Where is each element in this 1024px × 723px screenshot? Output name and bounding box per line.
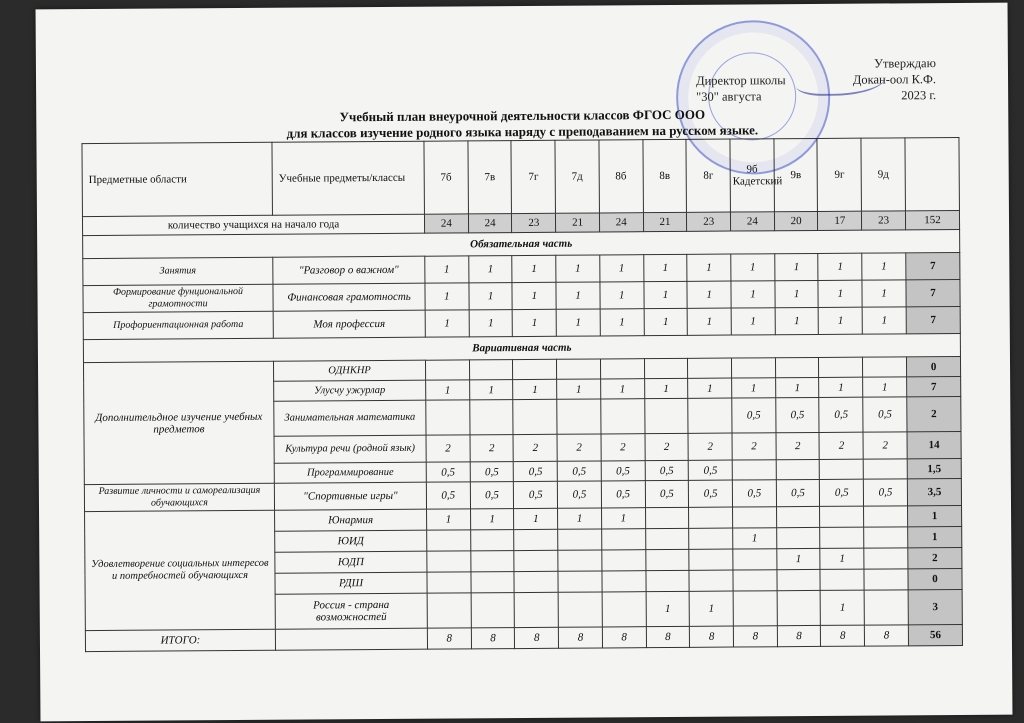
value-cell [427, 593, 471, 628]
value-cell: 0,5 [514, 461, 558, 481]
value-cell [644, 398, 688, 433]
value-cell: 0,5 [732, 398, 776, 433]
subject-cell: Финансовая грамотность [273, 283, 425, 311]
value-cell [471, 572, 515, 593]
value-cell: 1 [862, 307, 906, 334]
document-page [36, 3, 1013, 722]
value-cell: 1 [469, 380, 513, 400]
value-cell: 1 [687, 254, 731, 281]
value-cell: 1 [426, 380, 470, 400]
subject-cell: "Разговор о важном" [273, 256, 425, 284]
value-cell: 1 [775, 307, 819, 334]
value-cell [776, 527, 820, 548]
subject-cell: Улусчу ужурлар [274, 380, 426, 401]
value-cell [558, 592, 602, 627]
title-line-2: для классов изучение родного языка наряду с преподаванием на русском языке. [286, 122, 759, 141]
value-cell [863, 357, 907, 377]
value-cell: 0,5 [776, 479, 820, 506]
value-cell [688, 398, 732, 433]
row-total: 7 [907, 376, 961, 396]
value-cell: 1 [643, 254, 687, 281]
count-cell: 21 [643, 212, 687, 231]
value-cell [733, 591, 777, 626]
value-cell [558, 571, 602, 592]
value-cell: 1 [688, 378, 732, 398]
value-cell [471, 551, 515, 572]
value-cell: 8 [515, 627, 559, 648]
count-label: количество учащихся на начало года [82, 214, 424, 235]
value-cell: 2 [601, 434, 645, 461]
approval-block [696, 55, 936, 105]
value-cell [776, 459, 820, 479]
value-cell: 8 [777, 625, 821, 646]
value-cell: 1 [818, 253, 862, 280]
row-total: 3,5 [907, 478, 961, 505]
subject-cell: Программирование [274, 462, 426, 483]
subject-cell: ЮИД [275, 530, 427, 552]
value-cell: 1 [819, 307, 863, 334]
value-cell [864, 590, 908, 625]
itogo-label: ИТОГО: [85, 629, 275, 651]
value-cell: 1 [775, 280, 819, 307]
value-cell: 2 [863, 432, 907, 459]
value-cell [732, 358, 776, 378]
value-cell [515, 592, 559, 627]
value-cell [689, 507, 733, 528]
value-cell [689, 549, 733, 570]
value-cell: 0,5 [470, 482, 514, 509]
area-cell: Дополнительдное изучение учебных предметов [83, 361, 274, 484]
header-class: 8б [599, 140, 643, 213]
value-cell [602, 529, 646, 550]
value-cell: 1 [600, 309, 644, 336]
value-cell: 1 [775, 377, 819, 397]
value-cell: 1 [777, 548, 821, 569]
value-cell [688, 358, 732, 378]
approval-position: Директор школы [695, 73, 786, 88]
value-cell: 1 [513, 309, 557, 336]
value-cell [601, 399, 645, 434]
count-cell: 20 [774, 211, 818, 230]
value-cell: 0,5 [689, 460, 733, 480]
value-cell: 1 [644, 308, 688, 335]
value-cell: 8 [690, 626, 734, 647]
row-total: 0 [908, 568, 962, 589]
approval-year: 2023 г. [901, 88, 937, 103]
value-cell: 1 [468, 256, 512, 283]
value-cell [733, 570, 777, 591]
value-cell [470, 530, 514, 551]
value-cell: 1 [469, 310, 513, 337]
value-cell [777, 569, 821, 590]
value-cell: 1 [512, 255, 556, 282]
header-class: 7б [424, 141, 468, 214]
header-class: 7г [511, 140, 555, 213]
row-total: 1 [908, 526, 962, 547]
value-cell [777, 590, 821, 625]
value-cell: 2 [426, 435, 470, 462]
value-cell [732, 460, 776, 480]
value-cell: 1 [469, 283, 513, 310]
value-cell [689, 570, 733, 591]
header-class: 7в [468, 141, 512, 214]
value-cell: 0,5 [514, 481, 558, 508]
value-cell [819, 357, 863, 377]
value-cell: 1 [644, 378, 688, 398]
value-cell: 1 [425, 310, 469, 337]
value-cell: 2 [688, 433, 732, 460]
value-cell: 1 [556, 282, 600, 309]
value-cell: 1 [775, 253, 819, 280]
value-cell: 0,5 [426, 482, 470, 509]
value-cell: 0,5 [819, 397, 863, 432]
value-cell: 0,5 [601, 461, 645, 481]
value-cell: 1 [687, 281, 731, 308]
subject-cell: Моя профессия [273, 310, 425, 338]
area-cell: Развитие личности и самореализация обучающихся [84, 483, 274, 511]
value-cell: 1 [601, 508, 645, 529]
value-cell: 1 [733, 528, 777, 549]
value-cell: 1 [470, 509, 514, 530]
subject-cell: ОДНКНР [273, 360, 425, 381]
value-cell [427, 572, 471, 593]
value-cell [645, 549, 689, 570]
count-total: 152 [905, 210, 959, 229]
value-cell [689, 528, 733, 549]
count-cell: 24 [730, 212, 774, 231]
value-cell [427, 530, 471, 551]
itogo-empty [275, 628, 427, 650]
count-cell: 23 [512, 213, 556, 232]
value-cell [514, 529, 558, 550]
approval-date: "30" августа [696, 89, 762, 104]
header-class: 9г [817, 138, 861, 211]
row-total: 1,5 [907, 458, 961, 478]
value-cell [733, 507, 777, 528]
subject-cell: Россия - страна возможностей [275, 593, 427, 629]
row-total: 7 [906, 306, 960, 333]
value-cell: 8 [646, 626, 690, 647]
value-cell: 8 [865, 625, 909, 646]
value-cell [646, 570, 690, 591]
value-cell: 1 [862, 280, 906, 307]
value-cell: 2 [513, 434, 557, 461]
value-cell: 1 [512, 282, 556, 309]
value-cell [644, 358, 688, 378]
value-cell: 1 [646, 591, 690, 626]
value-cell: 1 [731, 254, 775, 281]
approval-heading: Утверждаю [874, 56, 936, 71]
header-area: Предметные области [82, 142, 273, 216]
value-cell [602, 571, 646, 592]
value-cell [645, 507, 689, 528]
value-cell [513, 359, 557, 379]
value-cell: 1 [557, 379, 601, 399]
value-cell: 8 [733, 626, 777, 647]
header-class: 7д [555, 140, 599, 213]
value-cell [426, 400, 470, 435]
header-class: 9в [774, 138, 818, 211]
value-cell: 2 [819, 432, 863, 459]
count-cell: 24 [424, 214, 468, 233]
value-cell [600, 359, 644, 379]
header-subject: Учебные предметы/классы [272, 141, 425, 215]
count-cell: 17 [818, 211, 862, 230]
value-cell: 8 [602, 627, 646, 648]
value-cell: 1 [863, 377, 907, 397]
value-cell: 1 [689, 591, 733, 626]
value-cell [776, 506, 820, 527]
row-total: 7 [906, 252, 960, 279]
value-cell: 0,5 [601, 481, 645, 508]
value-cell: 1 [513, 379, 557, 399]
value-cell: 2 [732, 433, 776, 460]
value-cell [733, 549, 777, 570]
value-cell [863, 459, 907, 479]
value-cell [820, 569, 864, 590]
title-line-1: Учебный план внеурочной деятельности классов ФГОС ООО [339, 106, 706, 125]
count-cell: 23 [687, 212, 731, 231]
subject-cell: РДШ [275, 572, 427, 594]
subject-cell: Культура речи (родной язык) [274, 435, 426, 463]
value-cell: 1 [425, 283, 469, 310]
value-cell: 1 [820, 548, 864, 569]
header-class: 9д [861, 138, 905, 211]
value-cell: 1 [644, 281, 688, 308]
value-cell [513, 399, 557, 434]
header-class: 9б Кадетский [730, 139, 774, 212]
value-cell [775, 357, 819, 377]
value-cell [427, 551, 471, 572]
value-cell: 8 [559, 627, 603, 648]
value-cell [557, 399, 601, 434]
area-cell: Формирование фунциональной грамотности [83, 284, 273, 312]
value-cell [864, 548, 908, 569]
value-cell: 0,5 [776, 397, 820, 432]
value-cell: 2 [776, 432, 820, 459]
value-cell: 1 [818, 280, 862, 307]
value-cell: 0,5 [689, 480, 733, 507]
value-cell: 1 [862, 253, 906, 280]
value-cell: 1 [600, 282, 644, 309]
value-cell [558, 529, 602, 550]
section-variable-title: Вариативная часть [83, 333, 960, 362]
value-cell [471, 593, 515, 628]
value-cell [820, 506, 864, 527]
value-cell: 0,5 [426, 462, 470, 482]
subject-cell: Юнармия [275, 509, 427, 531]
header-total [905, 137, 960, 210]
value-cell: 1 [556, 255, 600, 282]
subject-cell: "Спортивные игры" [274, 482, 426, 510]
row-total: 0 [906, 356, 960, 376]
value-cell: 1 [425, 256, 469, 283]
approval-name: Докан-оол К.Ф. [852, 72, 937, 87]
area-cell: Удовлетворение социальных интересов и потребностей обучающихся [85, 510, 276, 630]
value-cell: 0,5 [863, 397, 907, 432]
header-class: 8в [643, 139, 687, 212]
value-cell: 1 [819, 377, 863, 397]
section-required-title: Обязательная часть [83, 229, 960, 258]
curriculum-table [81, 137, 963, 652]
subject-cell: Занимательная математика [274, 400, 426, 436]
value-cell [514, 571, 558, 592]
value-cell: 1 [558, 508, 602, 529]
row-total: 3 [908, 589, 962, 624]
value-cell: 1 [556, 309, 600, 336]
count-cell: 24 [468, 214, 512, 233]
value-cell: 1 [821, 590, 865, 625]
value-cell: 2 [645, 433, 689, 460]
row-total: 7 [906, 279, 960, 306]
value-cell: 0,5 [645, 480, 689, 507]
value-cell [602, 550, 646, 571]
value-cell [557, 359, 601, 379]
value-cell: 0,5 [820, 479, 864, 506]
value-cell [864, 506, 908, 527]
value-cell [558, 550, 602, 571]
value-cell [820, 459, 864, 479]
row-total: 2 [907, 396, 961, 431]
value-cell [864, 569, 908, 590]
value-cell: 1 [600, 379, 644, 399]
row-total: 2 [908, 547, 962, 568]
value-cell: 1 [427, 509, 471, 530]
header-row [82, 137, 959, 216]
row-total: 56 [908, 624, 962, 645]
value-cell: 1 [731, 308, 775, 335]
count-cell: 24 [599, 213, 643, 232]
value-cell: 8 [427, 628, 471, 649]
value-cell: 0,5 [732, 480, 776, 507]
area-cell: Профориентационная работа [83, 311, 273, 339]
value-cell [514, 550, 558, 571]
value-cell: 0,5 [557, 481, 601, 508]
value-cell: 0,5 [645, 460, 689, 480]
value-cell [469, 400, 513, 435]
value-cell [820, 527, 864, 548]
value-cell [645, 528, 689, 549]
value-cell: 1 [731, 281, 775, 308]
value-cell: 8 [471, 628, 515, 649]
value-cell: 0,5 [864, 479, 908, 506]
value-cell [425, 360, 469, 380]
count-cell: 23 [862, 211, 906, 230]
value-cell: 2 [470, 435, 514, 462]
value-cell: 2 [557, 434, 601, 461]
value-cell [602, 592, 646, 627]
value-cell: 0,5 [557, 461, 601, 481]
value-cell: 0,5 [470, 462, 514, 482]
area-cell: Занятия [83, 257, 273, 285]
value-cell: 1 [514, 508, 558, 529]
value-cell: 1 [600, 255, 644, 282]
row-total: 14 [907, 431, 961, 458]
count-cell: 21 [556, 213, 600, 232]
value-cell: 8 [821, 625, 865, 646]
value-cell [864, 527, 908, 548]
value-cell: 1 [687, 308, 731, 335]
value-cell: 1 [732, 378, 776, 398]
header-class: 8г [686, 139, 730, 212]
value-cell [469, 360, 513, 380]
row-total: 1 [908, 505, 962, 526]
subject-cell: ЮДП [275, 551, 427, 573]
